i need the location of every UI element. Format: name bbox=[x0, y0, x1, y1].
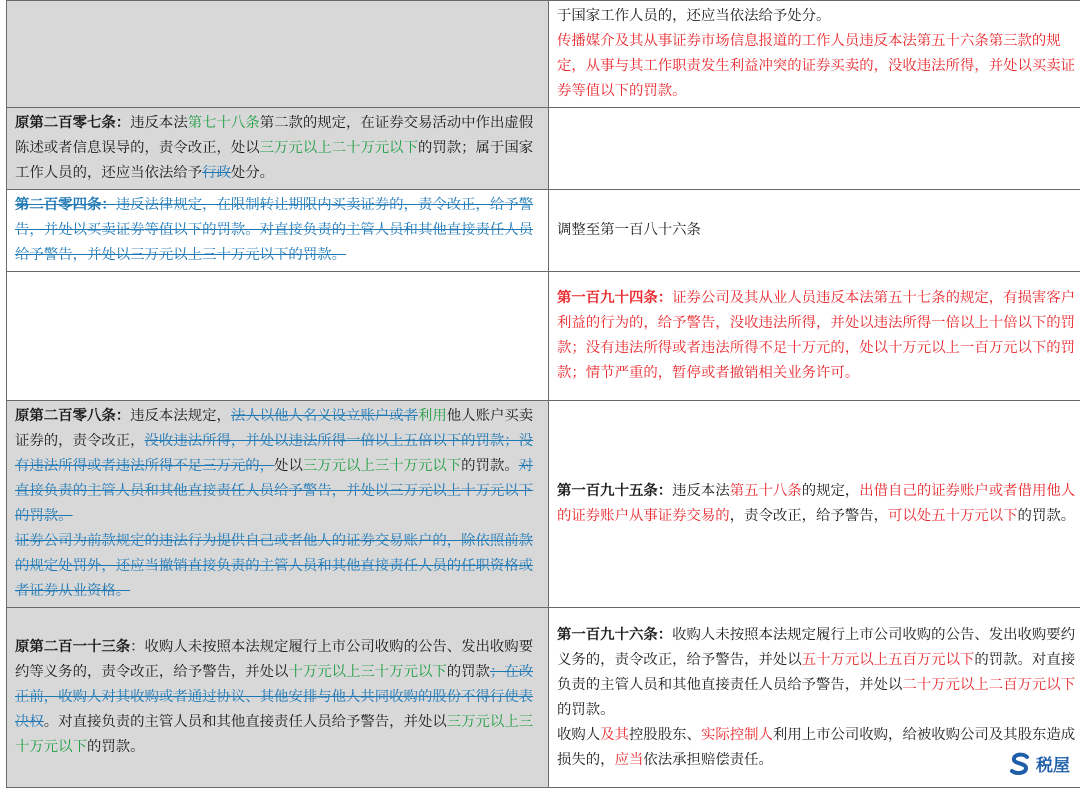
article-title: 第一百九十五条： bbox=[557, 483, 672, 499]
cell-new bbox=[549, 190, 1080, 272]
cell-new bbox=[549, 108, 1080, 190]
red-text: 可以处五十万元以下 bbox=[888, 508, 1018, 524]
text: 的规定， bbox=[802, 483, 860, 499]
cell-new bbox=[549, 401, 1080, 608]
cell-new bbox=[549, 608, 1080, 788]
green-text: 三万元以上三十万元以下 bbox=[303, 458, 461, 474]
cell-old bbox=[7, 608, 549, 788]
text: 的罚款。 bbox=[557, 702, 615, 718]
cell-old bbox=[7, 1, 549, 108]
red-text: 五十万元以上五百万元以下 bbox=[802, 652, 975, 668]
deleted-text: 对直接负责的主管人员和其他直接责任人员给予警告，并处以三万元以上十万元以下的罚款。 bbox=[15, 458, 533, 524]
table-row bbox=[7, 190, 1080, 272]
deleted-text: 证券公司为前款规定的违法行为提供自己或者他人的证券交易账户的，除依照前款的规定处罚外，还应当撤销直接负责的主管人员和其他直接责任人员的任职资格或者证券从业资格。 bbox=[15, 533, 533, 599]
text: 的罚款。对直接负责的主管人员和其他直接责任人员给予警告，并处以 bbox=[557, 652, 1075, 693]
text: ：收购人未按照本法规定履行上市公司收购的公告、发出收购要约等义务的，责令改正，给予警告，并处以 bbox=[15, 639, 533, 680]
red-text: 二十万元以上二百万元以下 bbox=[902, 677, 1075, 693]
cell-new bbox=[549, 1, 1080, 108]
red-text: 传播媒介及其从事证券市场信息报道的工作人员违反本法第五十六条第三款的规定，从事与其工作职责发生利益冲突的证券买卖的，没收违法所得，并处以买卖证券等值以下的罚款。 bbox=[557, 33, 1075, 99]
article-title: 第一百九十六条： bbox=[557, 627, 672, 643]
deleted-text: 没收违法所得，并处以违法所得一倍以上五倍以下的罚款；没有违法所得或者违法所得不足三万元的， bbox=[15, 433, 533, 474]
green-text: 三万元以上二十万元以下 bbox=[260, 140, 418, 156]
text: 利用上市公司收购，给被收购公司及其股东造成损失的， bbox=[557, 727, 1075, 768]
deleted-text: 行政 bbox=[202, 165, 231, 181]
table-row bbox=[7, 401, 1080, 608]
cell-old bbox=[7, 190, 549, 272]
s-logo-icon bbox=[1008, 752, 1032, 776]
red-text: 应当 bbox=[615, 752, 644, 768]
article-title: 原第二百零八条： bbox=[15, 408, 130, 424]
article-title: 第二百零四条： bbox=[15, 197, 116, 213]
red-text: 出借自己的证券账户或者借用他人的证券账户从事证券交易的 bbox=[557, 483, 1075, 524]
cell-old bbox=[7, 272, 549, 401]
text: 的罚款。 bbox=[87, 739, 145, 755]
text: 收购人 bbox=[557, 727, 600, 743]
table-row bbox=[7, 108, 1080, 190]
text: 的罚款；属于国家工作人员的，还应当依法给予 bbox=[15, 140, 533, 181]
text: 第二款的规定，在证券交易活动中作出虚假陈述或者信息误导的，责令改正，处以 bbox=[15, 115, 533, 156]
watermark bbox=[1008, 751, 1070, 776]
red-text: 证券公司及其从业人员违反本法第五十七条的规定，有损害客户利益的行为的，给予警告，没收违法所得，并处以违法所得一倍以上十倍以下的罚款；没有违法所得或者违法所得不足十万元的，处以十万元以上一百万元以下的罚款；情节严重的，暂停或者撤销相关业务许可。 bbox=[557, 290, 1075, 381]
table-row bbox=[7, 272, 1080, 401]
watermark-text: 税屋 bbox=[1036, 751, 1070, 776]
text: 处以 bbox=[274, 458, 303, 474]
article-title: 原第二百零七条： bbox=[15, 115, 130, 131]
article-title: 第一百九十四条： bbox=[557, 290, 672, 306]
text: 的罚款。 bbox=[461, 458, 519, 474]
text: 。对直接负责的主管人员和其他直接责任人员给予警告，并处以 bbox=[44, 714, 447, 730]
cell-new bbox=[549, 272, 1080, 401]
green-text: 十万元以上三十万元以下 bbox=[288, 664, 446, 680]
deleted-text: 违反法律规定，在限制转让期限内买卖证券的，责令改正，给予警告，并处以买卖证券等值以下的罚款。对直接负责的主管人员和其他直接责任人员给予警告，并处以三万元以上三十万元以下的罚款。 bbox=[15, 197, 533, 263]
table-row bbox=[7, 1, 1080, 108]
text: 违反本法 bbox=[672, 483, 730, 499]
text: ，责令改正，给予警告， bbox=[730, 508, 888, 524]
text: 控股股东、 bbox=[629, 727, 701, 743]
text: 处分。 bbox=[231, 165, 274, 181]
cell-old bbox=[7, 401, 549, 608]
green-text: 利用 bbox=[418, 408, 447, 424]
text: 于国家工作人员的，还应当依法给予处分。 bbox=[557, 8, 830, 24]
green-text: 三万元以上三十万元以下 bbox=[15, 714, 533, 755]
red-text: 及其 bbox=[600, 727, 629, 743]
text: 的罚款 bbox=[447, 664, 490, 680]
green-text: 第七十八条 bbox=[188, 115, 260, 131]
text: 依法承担赔偿责任。 bbox=[643, 752, 773, 768]
red-text: 实际控制人 bbox=[701, 727, 773, 743]
deleted-text: 法人以他人名义设立账户或者 bbox=[231, 408, 418, 424]
article-title: 原第二百一十三条 bbox=[15, 639, 130, 655]
table-row bbox=[7, 608, 1080, 788]
text: 他人账户买卖证券的，责令改正， bbox=[15, 408, 533, 449]
text: 违反本法 bbox=[130, 115, 188, 131]
text: 调整至第一百八十六条 bbox=[557, 222, 701, 238]
cell-old bbox=[7, 108, 549, 190]
deleted-text: ；在改正前，收购人对其收购或者通过协议、其他安排与他人共同收购的股份不得行使表决权 bbox=[15, 664, 533, 730]
red-text: 第五十八条 bbox=[730, 483, 802, 499]
text: 的罚款。 bbox=[1018, 508, 1076, 524]
text: 违反本法规定， bbox=[130, 408, 231, 424]
text: 收购人未按照本法规定履行上市公司收购的公告、发出收购要约义务的，责令改正，给予警告，并处以 bbox=[557, 627, 1075, 668]
comparison-table bbox=[6, 0, 1080, 788]
